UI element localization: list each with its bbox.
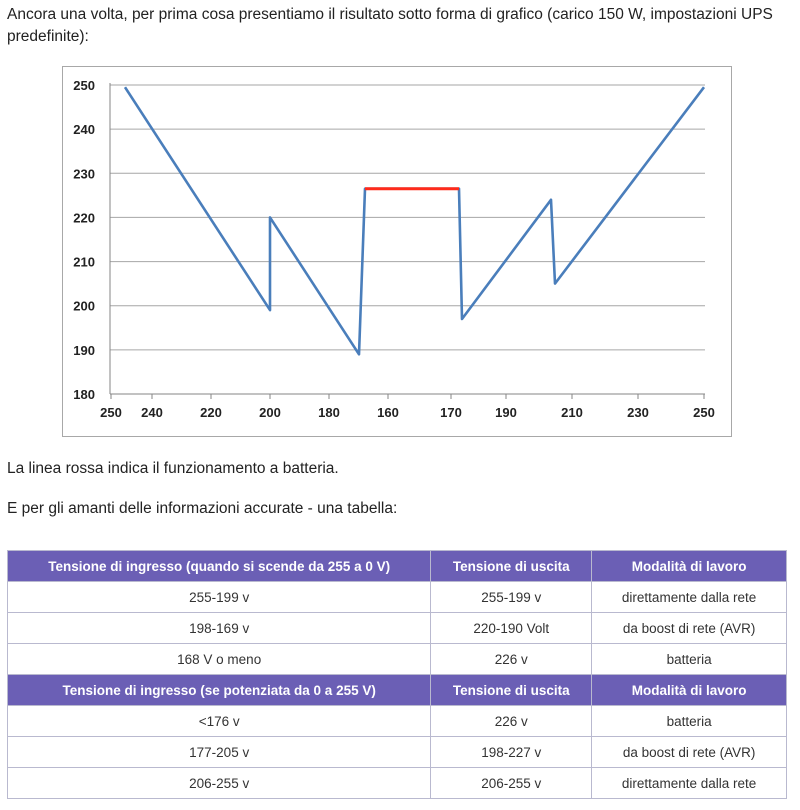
table-cell: 206-255 v: [8, 768, 431, 799]
table-intro: E per gli amanti delle informazioni accurate - una tabella:: [7, 500, 398, 517]
table-row: [8, 582, 787, 613]
y-tick-label: 220: [73, 210, 95, 226]
table-row: [8, 613, 787, 644]
table-cell: 220-190 Volt: [431, 613, 592, 644]
header-input-voltage-down: Tensione di ingresso (quando si scende da 255 a 0 V): [8, 551, 431, 582]
voltage-table: [7, 550, 787, 799]
table-cell: 198-169 v: [8, 613, 431, 644]
voltage-line-chart: [63, 67, 731, 436]
table-cell: <176 v: [8, 706, 431, 737]
x-tick-label: 240: [141, 405, 163, 420]
table-row: [8, 644, 787, 675]
x-tick-label: 210: [561, 405, 583, 420]
table-cell: batteria: [592, 644, 787, 675]
header-work-mode: Modalità di lavoro: [592, 551, 787, 582]
y-tick-label: 240: [73, 122, 95, 138]
table-cell: batteria: [592, 706, 787, 737]
y-tick-label: 190: [73, 342, 95, 358]
y-tick-label: 200: [73, 298, 95, 314]
y-tick-label: 180: [73, 387, 95, 402]
table-cell: da boost di rete (AVR): [592, 737, 787, 768]
x-tick-label: 250: [693, 405, 715, 420]
table-cell: direttamente dalla rete: [592, 768, 787, 799]
x-tick-label: 220: [200, 405, 222, 420]
table-row: [8, 737, 787, 768]
header-output-voltage: Tensione di uscita: [431, 551, 592, 582]
x-tick-label: 200: [259, 405, 281, 420]
red-line-note: La linea rossa indica il funzionamento a batteria.: [7, 460, 339, 477]
table-cell: 206-255 v: [431, 768, 592, 799]
table-cell: direttamente dalla rete: [592, 582, 787, 613]
header-work-mode: Modalità di lavoro: [592, 675, 787, 706]
table-cell: 255-199 v: [8, 582, 431, 613]
table-cell: 255-199 v: [431, 582, 592, 613]
x-tick-label: 190: [495, 405, 517, 420]
table-cell: 168 V o meno: [8, 644, 431, 675]
table-cell: da boost di rete (AVR): [592, 613, 787, 644]
x-tick-label: 250: [100, 405, 122, 420]
header-output-voltage: Tensione di uscita: [431, 675, 592, 706]
table-cell: 177-205 v: [8, 737, 431, 768]
x-tick-label: 160: [377, 405, 399, 420]
chart-container: [62, 66, 732, 437]
y-tick-label: 230: [73, 166, 95, 182]
table-cell: 226 v: [431, 706, 592, 737]
table-row: [8, 768, 787, 799]
table-row: [8, 706, 787, 737]
x-tick-label: 170: [440, 405, 462, 420]
table-cell: 226 v: [431, 644, 592, 675]
table-cell: 198-227 v: [431, 737, 592, 768]
x-tick-label: 230: [627, 405, 649, 420]
voltage-series-line: [125, 87, 704, 354]
table-header-row: [8, 551, 787, 582]
y-tick-label: 210: [73, 254, 95, 270]
x-tick-label: 180: [318, 405, 340, 420]
table-header-row: [8, 675, 787, 706]
header-input-voltage-up: Tensione di ingresso (se potenziata da 0 a 255 V): [8, 675, 431, 706]
y-tick-label: 250: [73, 78, 95, 93]
intro-paragraph: Ancora una volta, per prima cosa presentiamo il risultato sotto forma di grafico (carico 150 W, impostazioni UPS predefinite):: [7, 6, 773, 45]
